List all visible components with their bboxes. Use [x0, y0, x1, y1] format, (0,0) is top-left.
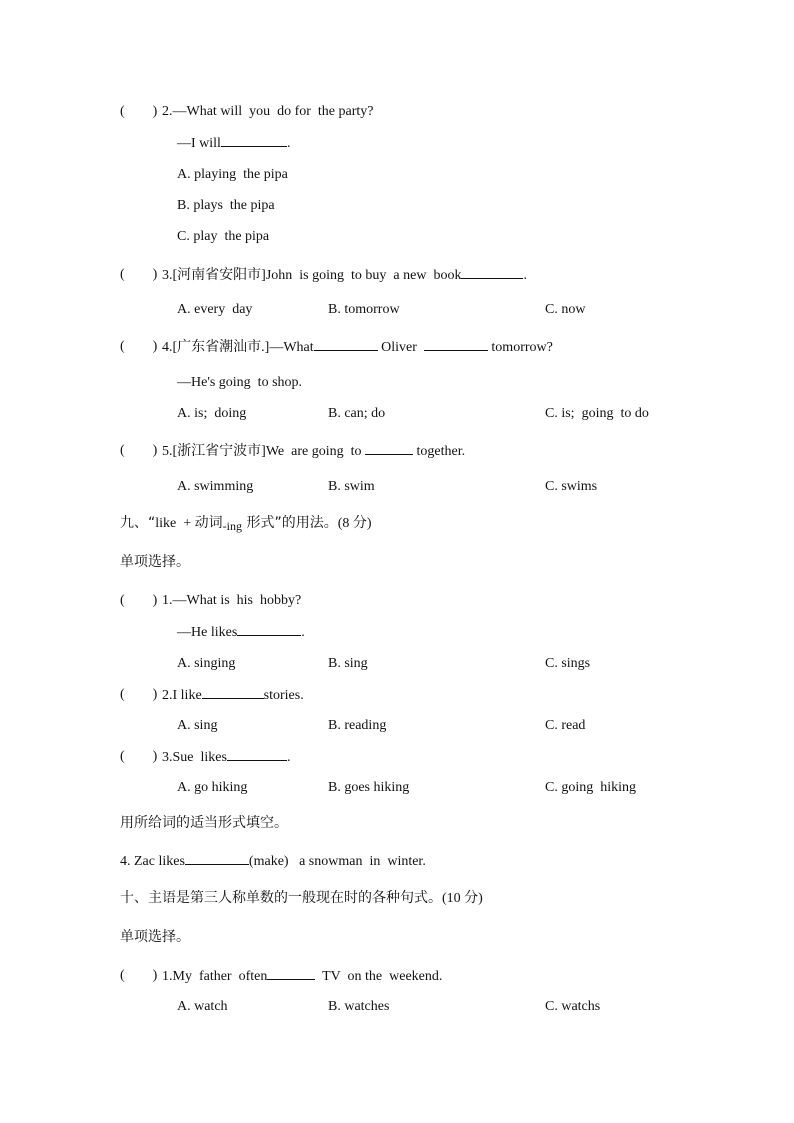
- question-stem: 2.—What will you do for the party?: [162, 104, 374, 119]
- option-a[interactable]: A. sing: [177, 718, 218, 733]
- fill-in-question: 4. Zac likes (make) a snowman in winter.: [120, 854, 426, 869]
- option-a[interactable]: A. singing: [177, 656, 236, 671]
- question-stem: 1.—What is his hobby?: [162, 593, 302, 608]
- option-a[interactable]: A. swimming: [177, 479, 254, 494]
- option-c[interactable]: C. swims: [545, 479, 598, 494]
- question-stem: 2.I like stories.: [162, 688, 304, 703]
- source-label: 广东省潮汕市: [177, 339, 262, 355]
- question-stem: 4.[广东省潮汕市.]—What Oliver tomorrow?: [162, 339, 553, 355]
- answer-bracket[interactable]: ( ): [120, 104, 158, 119]
- answer-blank[interactable]: [365, 442, 413, 455]
- answer-bracket[interactable]: ( ): [120, 749, 158, 764]
- answer-bracket[interactable]: ( ): [120, 267, 158, 282]
- option-a[interactable]: A. is; doing: [177, 406, 247, 421]
- section-heading: 十、主语是第三人称单数的一般现在时的各种句式。(10 分): [120, 890, 483, 906]
- question-stem: 1.My father often TV on the weekend.: [162, 969, 443, 984]
- answer-bracket[interactable]: ( ): [120, 443, 158, 458]
- option-b[interactable]: B. can; do: [328, 406, 386, 421]
- answer-line: —I will .: [177, 136, 291, 151]
- option-c[interactable]: C. going hiking: [545, 780, 637, 795]
- answer-line: —He likes .: [177, 625, 305, 640]
- source-label: 浙江省宁波市: [177, 443, 262, 459]
- answer-bracket[interactable]: ( ): [120, 593, 158, 608]
- answer-bracket[interactable]: ( ): [120, 339, 158, 354]
- option-b[interactable]: B. tomorrow: [328, 302, 400, 317]
- option-b[interactable]: B. plays the pipa: [177, 198, 275, 213]
- option-b[interactable]: B. swim: [328, 479, 375, 494]
- subsection-label: 单项选择。: [120, 929, 190, 945]
- option-a[interactable]: A. go hiking: [177, 780, 248, 795]
- subsection-label: 用所给词的适当形式填空。: [120, 815, 288, 831]
- answer-bracket[interactable]: ( ): [120, 968, 158, 983]
- source-label: 河南省安阳市: [177, 267, 262, 283]
- option-a[interactable]: A. every day: [177, 302, 253, 317]
- option-a[interactable]: A. watch: [177, 999, 228, 1014]
- option-b[interactable]: B. watches: [328, 999, 390, 1014]
- answer-line: —He's going to shop.: [177, 375, 303, 390]
- answer-bracket[interactable]: ( ): [120, 687, 158, 702]
- option-c[interactable]: C. read: [545, 718, 586, 733]
- option-c[interactable]: C. is; going to do: [545, 406, 649, 421]
- subsection-label: 单项选择。: [120, 554, 190, 570]
- answer-blank[interactable]: [227, 748, 287, 761]
- answer-blank[interactable]: [314, 338, 378, 351]
- answer-blank[interactable]: [237, 623, 301, 636]
- option-c[interactable]: C. sings: [545, 656, 591, 671]
- option-c[interactable]: C. watchs: [545, 999, 601, 1014]
- option-b[interactable]: B. goes hiking: [328, 780, 410, 795]
- answer-blank[interactable]: [424, 338, 488, 351]
- answer-blank[interactable]: [461, 266, 523, 279]
- question-stem: 3.[河南省安阳市]John is going to buy a new book .: [162, 267, 527, 283]
- answer-blank[interactable]: [267, 967, 315, 980]
- option-a[interactable]: A. playing the pipa: [177, 167, 288, 182]
- answer-blank[interactable]: [202, 686, 264, 699]
- option-c[interactable]: C. play the pipa: [177, 229, 270, 244]
- option-b[interactable]: B. reading: [328, 718, 387, 733]
- answer-blank[interactable]: [185, 852, 249, 865]
- section-heading: 九、“like + 动词-ing 形式”的用法。(8 分): [120, 515, 372, 533]
- question-stem: 5.[浙江省宁波市]We are going to together.: [162, 443, 466, 459]
- question-stem: 3.Sue likes .: [162, 750, 291, 765]
- answer-blank[interactable]: [221, 134, 287, 147]
- option-c[interactable]: C. now: [545, 302, 586, 317]
- option-b[interactable]: B. sing: [328, 656, 368, 671]
